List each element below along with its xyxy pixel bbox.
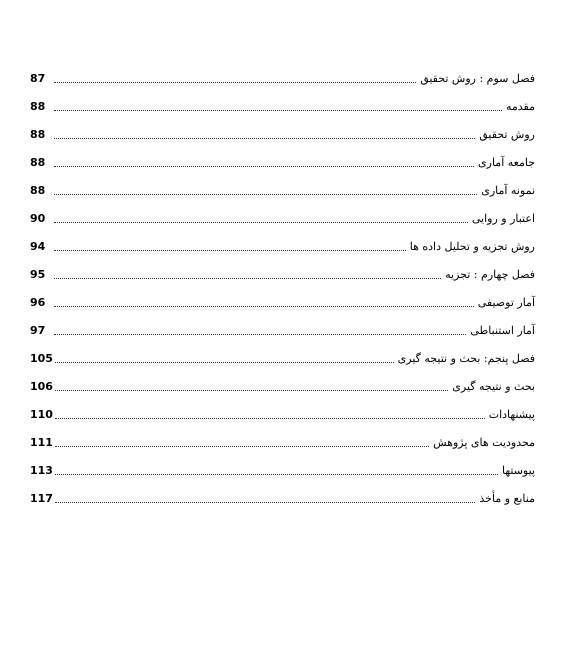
toc-entry-title: بحث و نتیجه گیری	[452, 380, 535, 393]
toc-entry-title: پیشنهادات	[488, 408, 535, 421]
toc-entry-title: آمار استنباطی	[470, 324, 535, 337]
toc-entry-page: 110	[30, 408, 53, 421]
toc-entry[interactable]	[30, 404, 535, 422]
dot-leader	[54, 221, 468, 223]
toc-entry-page: 117	[30, 492, 53, 505]
toc-entry[interactable]	[30, 488, 535, 506]
toc-entry-page: 88	[30, 156, 46, 169]
toc-entry-title: مقدمه	[505, 100, 535, 113]
dot-leader	[54, 333, 466, 335]
toc-entry-page: 111	[30, 436, 53, 449]
dot-leader	[55, 501, 475, 503]
dot-leader	[55, 389, 448, 391]
toc-entry[interactable]	[30, 152, 535, 170]
toc-entry[interactable]	[30, 264, 535, 282]
toc-entry-title: نمونه آماری	[481, 184, 535, 197]
toc-entry-page: 87	[30, 72, 46, 85]
toc-entry-title: اعتبار و روایی	[471, 212, 535, 225]
toc-entry-title: آمار توصیفی	[477, 296, 535, 309]
toc-entry-page: 97	[30, 324, 46, 337]
toc-entry[interactable]	[30, 124, 535, 142]
dot-leader	[54, 81, 416, 83]
dot-leader	[55, 445, 429, 447]
toc-entry-page: 88	[30, 100, 46, 113]
toc-entry-page: 106	[30, 380, 53, 393]
table-of-contents	[30, 68, 535, 518]
toc-entry[interactable]	[30, 320, 535, 338]
toc-entry-page: 88	[30, 128, 46, 141]
toc-entry[interactable]	[30, 376, 535, 394]
dot-leader	[54, 165, 474, 167]
dot-leader	[54, 193, 477, 195]
toc-entry[interactable]	[30, 432, 535, 450]
toc-entry-page: 94	[30, 240, 46, 253]
toc-entry-page: 95	[30, 268, 46, 281]
dot-leader	[55, 417, 485, 419]
toc-entry[interactable]	[30, 208, 535, 226]
dot-leader	[54, 249, 406, 251]
toc-entry-title: محدودیت های پژوهش	[433, 436, 535, 449]
toc-entry[interactable]	[30, 68, 535, 86]
dot-leader	[54, 305, 474, 307]
toc-entry-title: روش تجزیه و تحلیل داده ها	[409, 240, 535, 253]
toc-entry-title: روش تحقیق	[479, 128, 535, 141]
dot-leader	[54, 137, 475, 139]
toc-entry[interactable]	[30, 96, 535, 114]
toc-entry-page: 105	[30, 352, 53, 365]
toc-entry-page: 113	[30, 464, 53, 477]
toc-entry[interactable]	[30, 460, 535, 478]
toc-entry[interactable]	[30, 348, 535, 366]
dot-leader	[55, 361, 394, 363]
toc-entry-title: پیوستها	[501, 464, 535, 477]
toc-entry-page: 88	[30, 184, 46, 197]
toc-entry-page: 96	[30, 296, 46, 309]
dot-leader	[54, 109, 502, 111]
toc-entry[interactable]	[30, 236, 535, 254]
toc-entry-title: منابع و مأخذ	[479, 492, 535, 505]
toc-entry-page: 90	[30, 212, 46, 225]
toc-entry[interactable]	[30, 180, 535, 198]
toc-entry-title: فصل سوم : روش تحقیق	[420, 72, 535, 85]
toc-entry-title: فصل چهارم : تجزیه	[445, 268, 535, 281]
dot-leader	[54, 277, 441, 279]
toc-entry[interactable]	[30, 292, 535, 310]
toc-entry-title: فصل پنجم: بحث و نتیجه گیری	[397, 352, 535, 365]
dot-leader	[55, 473, 498, 475]
toc-entry-title: جامعه آماری	[478, 156, 535, 169]
